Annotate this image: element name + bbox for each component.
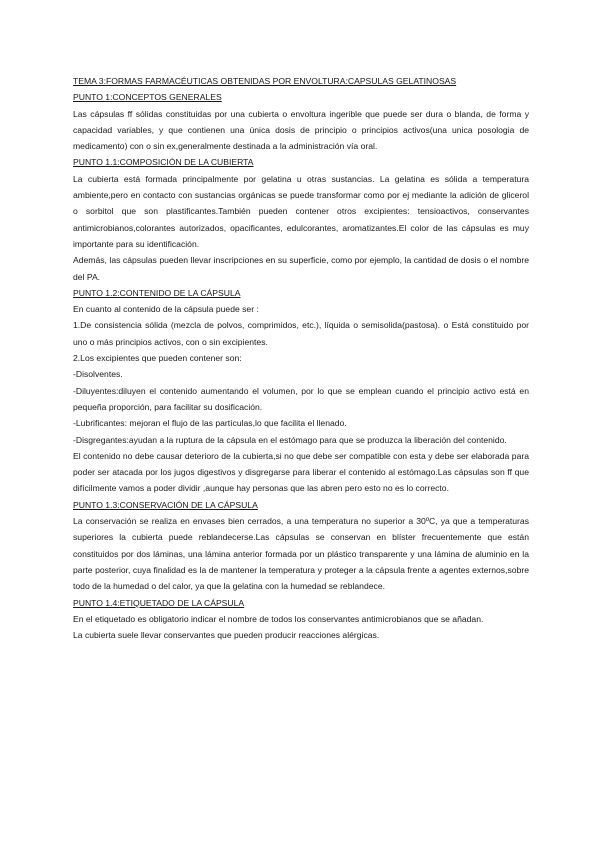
paragraph: La cubierta está formada principalmente por gelatina u otras sustancias. La gelatina es sólida a temperatura ambiente,pero en contacto con sustancias orgánicas se puede transformar como por ej mediante la adición de glicerol o sorbitol que son plastificantes.También pueden contener otros excipientes: tensioactivos, conservantes antimicrobianos,colorantes autorizados, opacificantes, edulcorantes, aromatizantes.El color de las cápsulas es muy importante para su identificación.	[73, 173, 529, 249]
section-heading: PUNTO 1.4:ETIQUETADO DE LA CÁPSULA	[73, 597, 245, 608]
document-title: TEMA 3:FORMAS FARMACÉUTICAS OBTENIDAS POR ENVOLTURA:CAPSULAS GELATINOSAS	[73, 76, 457, 86]
paragraph: La cubierta suele llevar conservantes que pueden producir reacciones alérgicas.	[73, 630, 380, 641]
list-item: -Disolventes.	[73, 369, 123, 380]
section-heading: PUNTO 1.1:COMPOSICIÓN DE LA CUBIERTA	[73, 157, 254, 168]
list-item: -Disgregantes:ayudan a la ruptura de la cápsula en el estómago para que se produzca la liberación del contenido.	[73, 434, 507, 445]
section-heading: PUNTO 1:CONCEPTOS GENERALES	[73, 92, 222, 103]
section-conceptos-generales	[73, 89, 529, 154]
section-heading: PUNTO 1.2:CONTENIDO DE LA CÁPSULA	[73, 287, 241, 298]
section-contenido-capsula	[73, 285, 529, 497]
section-heading: PUNTO 1.3:CONSERVACIÓN DE LA CÁPSULA	[73, 499, 258, 510]
paragraph: 1.De consistencia sólida (mezcla de polvos, comprimidos, etc.), líquida o semisolida(pastosa). o Está constituido por uno o más principios activos, con o sin excipientes.	[73, 320, 529, 347]
section-conservacion-capsula	[73, 497, 529, 595]
paragraph: La conservación se realiza en envases bien cerrados, a una temperatura no superior a 30ºC, ya que a temperaturas superiores la cubierta puede reblandecerse.Las cápsulas se conservan en blíster frecuentemente que están constituidos por dos láminas, una lámina anterior formada por un plástico transparente y una lámina de aluminio en la parte posterior, cuya finalidad es la de mantener la temperatura y proteger a la cápsula frente a agentes externos,sobre todo de la humedad o del calor, ya que la gelatina con la humedad se reblandece.	[73, 516, 529, 592]
paragraph: El contenido no debe causar deterioro de la cubierta,si no que debe ser compatible con esta y debe ser elaborada para poder ser atacada por los jugos digestivos y disgregarse para liberar el contenido al estómago.Las cápsulas son ff que difícilmente vamos a poder dividir ,aunque hay personas que las abren pero esto no es lo correcto.	[73, 450, 529, 494]
paragraph: En el etiquetado es obligatorio indicar el nombre de todos los conservantes antimicrobianos que se añadan.	[73, 613, 484, 624]
paragraph: Las cápsulas ff sólidas constituidas por una cubierta o envoltura ingerible que puede ser dura o blanda, de forma y capacidad variables, y que contienen una única dosis de principio o principios activos(una unica posologia de medicamento) con o sin ex,generalmente destinada a la administración vía oral.	[73, 108, 529, 152]
list-item: -Diluyentes:diluyen el contenido aumentando el volumen, por lo que se emplean cuando el principio activo está en pequeña proporción, para facilitar su dosificación.	[73, 385, 529, 412]
list-item: -Lubrificantes: mejoran el flujo de las partículas,lo que facilita el llenado.	[73, 418, 347, 429]
section-etiquetado-capsula	[73, 595, 529, 644]
paragraph: 2.Los excipientes que pueden contener son:	[73, 353, 242, 364]
paragraph: En cuanto al contenido de la cápsula puede ser :	[73, 304, 259, 315]
paragraph: Además, las cápsulas pueden llevar inscripciones en su superficie, como por ejemplo, la cantidad de dosis o el nombre del PA.	[73, 255, 529, 282]
section-composicion-cubierta	[73, 154, 529, 284]
